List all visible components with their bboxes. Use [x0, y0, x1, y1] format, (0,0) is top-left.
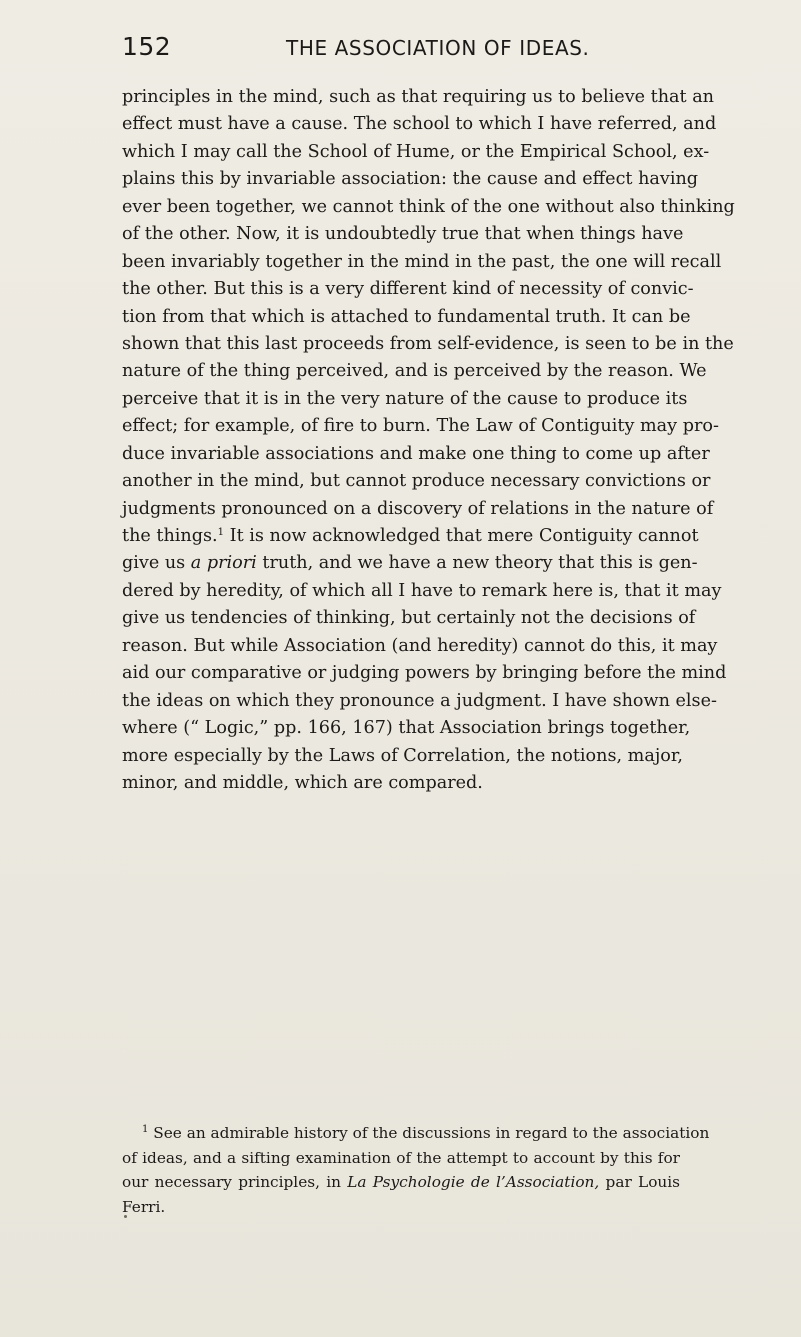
footnote-line: of ideas, and a sifting examination of the attempt to account by this for: [122, 1148, 680, 1167]
text-line: minor, and middle, which are compared.: [122, 772, 483, 793]
text-line: effect; for example, of fire to burn. The Law of Contiguity may pro-: [122, 416, 719, 437]
text-line: effect must have a cause. The school to which I have referred, and: [122, 114, 717, 135]
text-line: more especially by the Laws of Correlation, the notions, major,: [122, 745, 683, 766]
text-segment: truth, and we have a new theory that this is gen-: [256, 553, 698, 574]
text-line: nature of the thing perceived, and is perceived by the reason. We: [122, 361, 707, 382]
italic-book-title: La Psychologie de l’Association,: [347, 1173, 600, 1191]
text-segment: par Louis: [599, 1173, 681, 1191]
text-line-with-footnote-ref: [122, 523, 699, 550]
text-line: perceive that it is in the very nature of the cause to produce its: [122, 388, 688, 409]
text-line: the ideas on which they pronounce a judgment. I have shown else-: [122, 690, 717, 711]
text-line: tion from that which is attached to fundamental truth. It can be: [122, 306, 691, 327]
text-line-with-italic: [122, 550, 698, 577]
text-line: dered by heredity, of which all I have to remark here is, that it may: [122, 580, 722, 601]
text-line: principles in the mind, such as that requiring us to believe that an: [122, 87, 715, 107]
text-segment: give us: [122, 553, 191, 574]
italic-phrase: a priori: [190, 553, 257, 574]
text-line: the other. But this is a very different kind of necessity of convic-: [122, 279, 694, 300]
footnote-reference: 1: [217, 527, 225, 538]
main-paragraph: [122, 84, 735, 797]
text-line: aid our comparative or judging powers by bringing before the mind: [122, 663, 727, 684]
running-title: THE ASSOCIATION OF IDEAS.: [286, 36, 590, 60]
text-segment: See an admirable history of the discussions in regard to the association: [153, 1124, 710, 1142]
footnote-line-with-italic: [122, 1170, 680, 1195]
text-line: plains this by invariable association: the cause and effect having: [122, 169, 699, 190]
page-header: [122, 30, 682, 64]
text-line: where (“ Logic,” pp. 166, 167) that Association brings together,: [122, 718, 691, 739]
footnote: [122, 1121, 710, 1219]
text-line: of the other. Now, it is undoubtedly true that when things have: [122, 224, 684, 245]
text-line: ever been together, we cannot think of the one without also thinking: [122, 196, 735, 217]
text-line: been invariably together in the mind in the past, the one will recall: [122, 251, 722, 272]
footnote-line: [122, 1121, 710, 1146]
text-line: which I may call the School of Hume, or the Empirical School, ex-: [122, 141, 710, 162]
footnote-line: Ferri.: [122, 1197, 166, 1216]
text-segment: our necessary principles, in: [122, 1173, 348, 1191]
page-number: 152: [122, 32, 172, 61]
text-line: reason. But while Association (and heredity) cannot do this, it may: [122, 635, 718, 656]
footnote-marker: 1: [142, 1124, 149, 1135]
text-line: another in the mind, but cannot produce necessary convictions or: [122, 471, 711, 492]
text-segment: It is now acknowledged that mere Contiguity cannot: [224, 526, 699, 546]
text-segment: the things.: [122, 526, 218, 546]
text-line: duce invariable associations and make one thing to come up after: [122, 443, 710, 464]
paper-speck: [124, 1215, 127, 1218]
text-line: judgments pronounced on a discovery of relations in the nature of: [122, 498, 714, 519]
text-line: shown that this last proceeds from self-evidence, is seen to be in the: [122, 333, 734, 354]
text-line: give us tendencies of thinking, but certainly not the decisions of: [122, 608, 696, 629]
